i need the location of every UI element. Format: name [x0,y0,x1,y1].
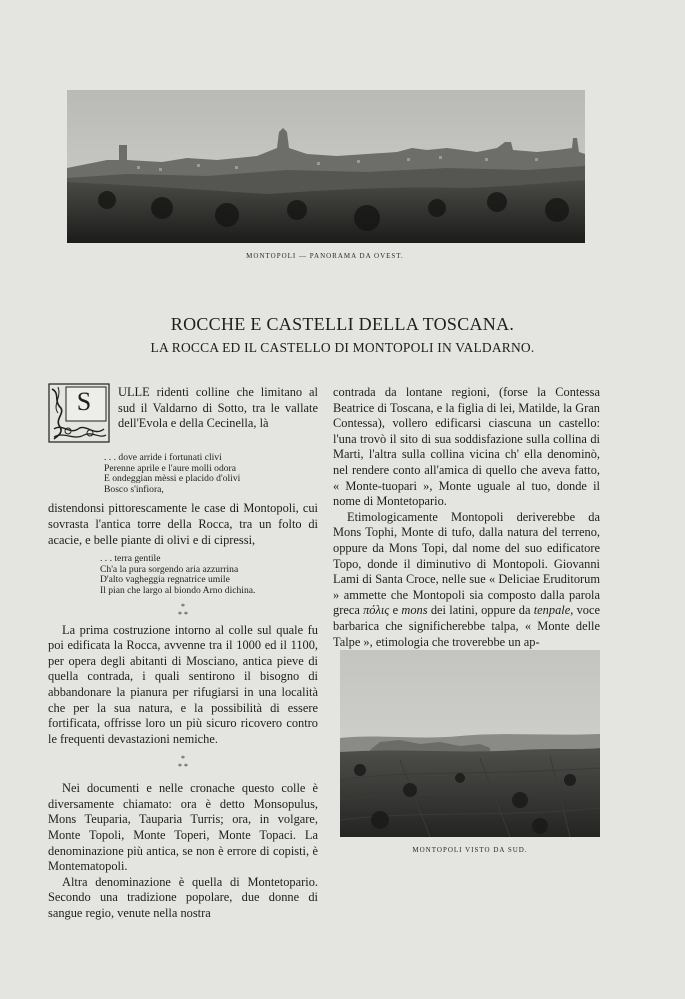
verse-line: . . . dove arride i fortunati clivi [104,452,222,463]
south-view-photo [340,650,600,837]
verse-line: . . . terra gentile [100,553,161,565]
page-subtitle: LA ROCCA ED IL CASTELLO DI MONTOPOLI IN VALDARNO. [150,340,535,355]
paragraph: Etimologicamente Montopoli deriverebbe da Mons Tophi, Monte di tufo, dalla natura del terreno, oppure da Mons Topi, dal nome del suo edificatore Topo, donde il diminutivo di Montopoli. Giovanni Lami di Santa Croce, nelle sue « Deliciae Eruditorum » ammette che Montopoli sia composto dalla parola greca πόλις e mons dei latini, oppure da tenpale, voce barbarica che significherebbe talpa, « Monte delle Talpe », etimologia che troverebbe un ap- [333,509,600,649]
panorama-caption: MONTOPOLI — PANORAMA DA OVEST. [246,252,404,260]
ornamental-dropcap [48,383,110,443]
paragraph: La prima costruzione intorno al colle sul quale fu poi edificata la Rocca, avvenne tra il 1000 ed il 1100, per opera degli abitanti di Mosciano, antica pieve di quella contrada, i quali sentirono il bisogno di abbandonare la pianura per rifugiarsi in una località che per la sua natura, e la possibilità di essere fortificata, offrisse loro un più sicuro ricovero contro le frequenti devastazioni nemiche. [48,622,318,746]
verse-line: Perenne aprile e l'aure molli odora [104,462,236,474]
section-divider-asterism: * * * [178,754,188,772]
dropcap-letter: S [76,387,92,416]
left-column [48,385,318,922]
paragraph: contrada da lontane regioni, (forse la Contessa Beatrice di Toscana, e la figlia di lei, Matilde, la Gran Contessa), vollero edificarsi ciascuna un castello: l'una trovò il sito di sua soddisfazione sulla collina di Marti, l'altra sulla collina vicina ch' ella denominò, nel rendere conto all'amica di quello che aveva fatto, « Monte-tuopari », Monte uguale al tuo, donde il nome di Montetopario. [333,385,600,509]
paragraph: distendonsi pittorescamente le case di Montopoli, cui sovrasta l'antica torre della Rocca, tra un folto di acacie, e belle piante di olivi e di cipressi, [48,501,318,547]
italic-word: tenpale, [533,603,574,618]
greek-word: πόλις [363,603,390,618]
panorama-photo [67,90,585,243]
verse-quote-2 [100,554,318,596]
verse-line: Bosco s'infiora, [104,483,164,495]
page-title: ROCCHE E CASTELLI DELLA TOSCANA. [170,314,515,334]
verse-line: D'alto vagheggia regnatrice umile [100,574,230,586]
verse-line: Ch'a la pura sorgendo aria azzurrina [100,563,239,575]
section-divider-asterism: * * * [178,601,188,619]
south-view-caption: MONTOPOLI VISTO DA SUD. [412,846,528,854]
opening-paragraph: ULLE ridenti colline che limitano al sud il Valdarno di Sotto, tra le vallate dell'Evola e della Cecinella, là [118,385,318,431]
verse-line: Il pian che largo al biondo Arno dichina. [100,584,256,596]
italic-word: mons [401,603,428,618]
paragraph: Nei documenti e nelle cronache questo colle è diversamente chiamato: ora è detto Monsopulus, Mons Teuparia, Tauparia Turris; ora, in volgare, Monte Topoli, Monte Toperi, Monte Topaci. La denominazione più antica, se non è errore di copisti, è Montematopoli. [48,781,318,874]
verse-quote-1 [104,453,318,495]
paragraph: Altra denominazione è quella di Montetopario. Secondo una tradizione popolare, due donne di sangue regio, venute nella nostra [48,874,318,921]
verse-line: E ondeggian mèssi e placido d'olivi [104,473,241,485]
right-column [333,385,600,650]
